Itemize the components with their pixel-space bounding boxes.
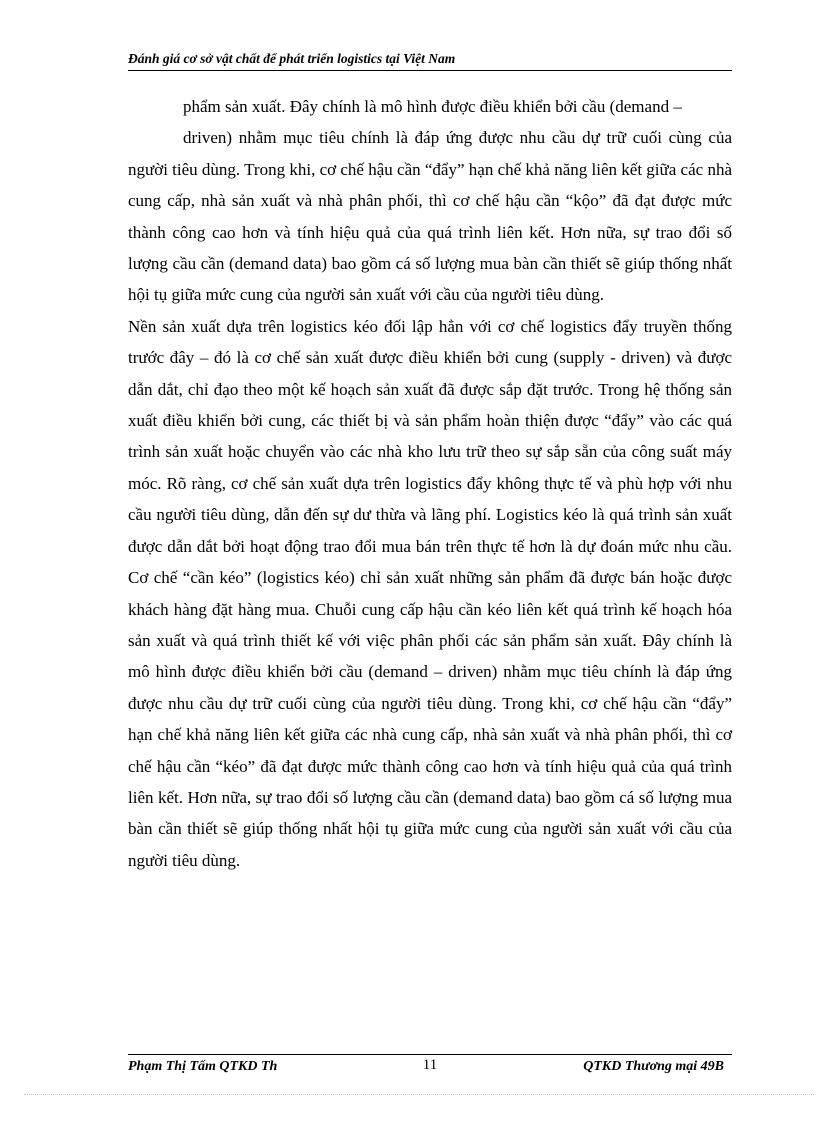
paragraph: driven) nhằm mục tiêu chính là đáp ứng được nhu cầu dự trữ cuối cùng của người tiêu dùng. Trong khi, cơ chế hậu cần “đẩy” hạn chế khả năng liên kết giữa các nhà cung cấp, nhà sản xuất và nhà phân phối, thì cơ chế hậu cần “kộo” đã đạt được mức thành công cao hơn và tính hiệu quả của quá trình liên kết. Hơn nữa, sự trao đổi số lượng cầu cần (demand data) bao gồm cá số lượng mua bàn cần thiết sẽ giúp thống nhất hội tụ giữa mức cung của người sản xuất với cầu của người tiêu dùng.	[128, 128, 732, 305]
page-footer	[128, 1054, 732, 1077]
footer-author: Phạm Thị Tấm QTKD Th	[128, 1059, 278, 1074]
paragraph: phẩm sản xuất. Đây chính là mô hình được điều khiển bởi cầu (demand –	[183, 97, 682, 116]
page-number: 11	[422, 1057, 438, 1073]
header-title: Đánh giá cơ sở vật chất để phát triển logistics tại Việt Nam	[128, 51, 456, 66]
page-break-divider	[24, 1094, 814, 1095]
document-body	[128, 91, 732, 876]
paragraph: Nền sản xuất dựa trên logistics kéo đối lập hẳn với cơ chế logistics đẩy truyền thống trước đây – đó là cơ chế sản xuất được điều khiển bởi cung (supply - driven) và được dẫn dắt, chỉ đạo theo một kế hoạch sản xuất đã được sắp đặt trước. Trong hệ thống sản xuất điều khiển bởi cung, các thiết bị và sản phẩm hoàn thiện được “đẩy” vào các quá trình sản xuất hoặc chuyển vào các nhà kho lưu trữ theo sự sắp sẵn của công suất máy móc. Rõ ràng, cơ chế sản xuất dựa trên logistics đẩy không thực tế và phù hợp với nhu cầu người tiêu dùng, dẫn đến sự dư thừa và lãng phí. Logistics kéo là quá trình sản xuất được dẫn dắt bởi hoạt động trao đổi mua bán trên thực tế hơn là dự đoán mức nhu cầu. Cơ chế “cần kéo” (logistics kéo) chỉ sản xuất những sản phẩm đã được bán hoặc được khách hàng đặt hàng mua. Chuỗi cung cấp hậu cần kéo liên kết quá trình kế hoạch hóa sản xuất và quá trình thiết kế với việc phân phối các sản phẩm sản xuất. Đây chính là mô hình được điều khiển bởi cầu (demand – driven) nhằm mục tiêu chính là đáp ứng được nhu cầu dự trữ cuối cùng của người tiêu dùng. Trong khi, cơ chế hậu cần “đẩy” hạn chế khả năng liên kết giữa các nhà cung cấp, nhà sản xuất và nhà phân phối, thì cơ chế hậu cần “kéo” đã đạt được mức thành công cao hơn và tính hiệu quả của quá trình liên kết. Hơn nữa, sự trao đổi số lượng cầu cần (demand data) bao gồm cá số lượng mua bàn cần thiết sẽ giúp thống nhất hội tụ giữa mức cung của người sản xuất với cầu của người tiêu dùng.	[128, 316, 732, 870]
footer-class: QTKD Thương mại 49B	[583, 1059, 724, 1074]
page-header	[128, 50, 732, 71]
